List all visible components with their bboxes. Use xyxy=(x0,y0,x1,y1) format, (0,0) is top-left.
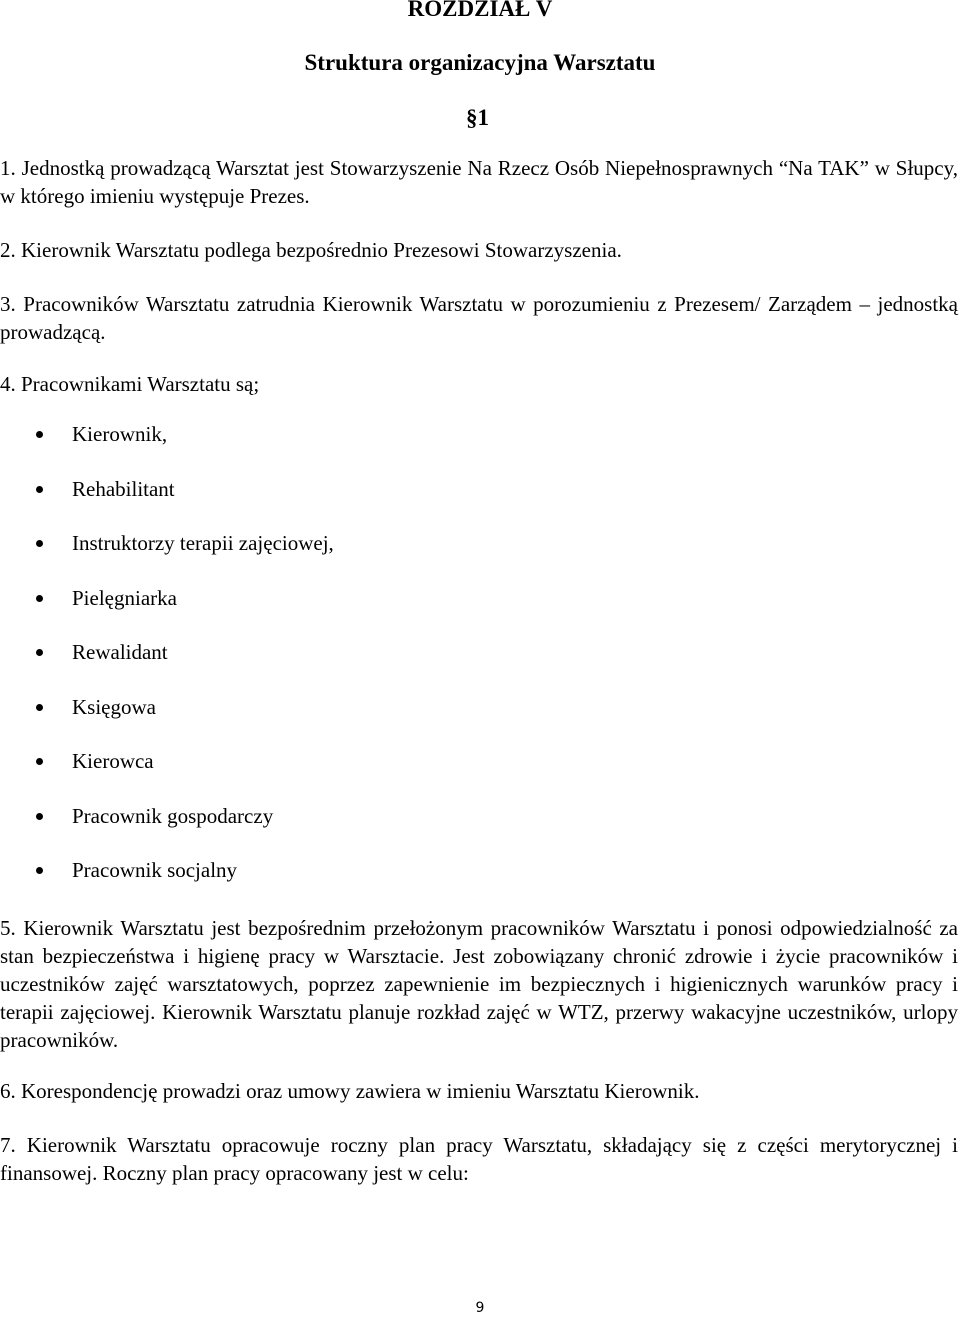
bullet-icon xyxy=(36,486,43,493)
paragraph-2: 2. Kierownik Warsztatu podlega bezpośrednio Prezesowi Stowarzyszenia. xyxy=(0,238,622,262)
bullet-icon xyxy=(36,540,43,547)
paragraph-1: 1. Jednostką prowadzącą Warsztat jest Stowarzyszenie Na Rzecz Osób Niepełnosprawnych “Na TAK” w Słupcy, w którego imieniu występuje Prezes. xyxy=(0,156,958,208)
list-item xyxy=(0,529,900,584)
list-item xyxy=(0,747,900,802)
page-number: 9 xyxy=(475,1300,485,1316)
bullet-icon xyxy=(36,595,43,602)
list-item-label: Księgowa xyxy=(72,694,156,719)
list-item-label: Rehabilitant xyxy=(72,476,175,501)
bullet-icon xyxy=(36,649,43,656)
list-item-label: Kierowca xyxy=(72,749,154,773)
list-item xyxy=(0,475,900,530)
list-item-label: Rewalidant xyxy=(72,640,168,664)
list-item xyxy=(0,856,900,911)
list-item xyxy=(0,420,900,475)
paragraph-6: 6. Korespondencję prowadzi oraz umowy zawiera w imieniu Warsztatu Kierownik. xyxy=(0,1079,700,1103)
list-item xyxy=(0,638,900,693)
bullet-icon xyxy=(36,867,43,874)
list-item-label: Kierownik, xyxy=(72,422,168,446)
list-item-label: Instruktorzy terapii zajęciowej, xyxy=(72,531,334,555)
staff-list xyxy=(0,420,900,911)
chapter-title: ROZDZIAŁ V xyxy=(407,0,553,21)
bullet-icon xyxy=(36,704,43,711)
list-item xyxy=(0,693,900,748)
list-item-label: Pielęgniarka xyxy=(72,585,177,610)
list-item xyxy=(0,584,900,639)
bullet-icon xyxy=(36,758,43,765)
chapter-subtitle: Struktura organizacyjna Warsztatu xyxy=(304,50,656,75)
list-item-label: Pracownik gospodarczy xyxy=(72,803,274,828)
paragraph-7: 7. Kierownik Warsztatu opracowuje roczny plan pracy Warsztatu, składający się z części merytorycznej i finansowej. Roczny plan pracy opracowany jest w celu: xyxy=(0,1133,958,1185)
list-item xyxy=(0,802,900,857)
section-mark: §1 xyxy=(466,105,489,130)
paragraph-5: 5. Kierownik Warsztatu jest bezpośrednim przełożonym pracowników Warsztatu i ponosi odpowiedzialność za stan bezpieczeństwa i higienę pracy w Warsztacie. Jest zobowiązany chronić zdrowie i życie pracowników i uczestników zajęć warsztatowych, poprzez zapewnienie im bezpiecznych i higienicznych warunków pracy i terapii zajęciowej. Kierownik Warsztatu planuje rozkład zajęć w WTZ, przerwy wakacyjne uczestników, urlopy pracowników. xyxy=(0,916,958,1052)
bullet-icon xyxy=(36,431,43,438)
paragraph-4: 4. Pracownikami Warsztatu są; xyxy=(0,372,260,396)
paragraph-3: 3. Pracowników Warsztatu zatrudnia Kierownik Warsztatu w porozumieniu z Prezesem/ Zarządem – jednostką prowadzącą. xyxy=(0,292,958,344)
list-item-label: Pracownik socjalny xyxy=(72,858,238,882)
bullet-icon xyxy=(36,813,43,820)
